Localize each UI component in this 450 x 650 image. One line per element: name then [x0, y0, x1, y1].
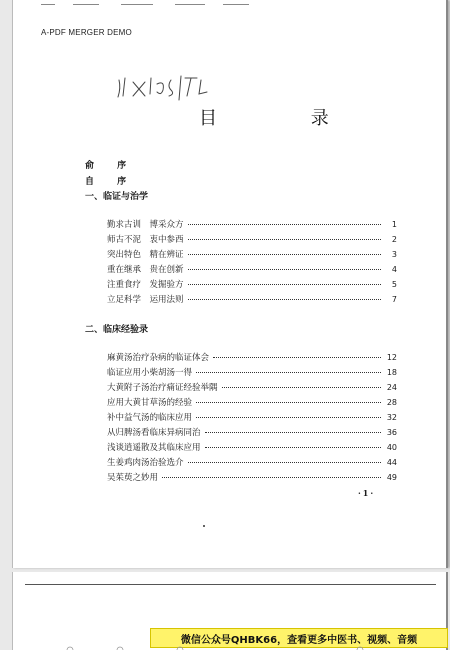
toc-entry[interactable] — [107, 351, 397, 363]
toc-entry-page: 18 — [386, 368, 397, 377]
toc-entry-label: 吴茱萸之妙用 — [107, 473, 159, 483]
toc-entry-page: 49 — [386, 473, 397, 482]
toc-entry-label: 突出特色 精在辨证 — [107, 250, 184, 260]
preface-1: 俞 序 — [85, 161, 137, 171]
dot-leader — [222, 387, 381, 388]
scan-speck — [203, 525, 205, 527]
toc-entry-page: 12 — [386, 353, 397, 362]
toc-entry[interactable] — [107, 396, 397, 408]
toc-entry[interactable] — [107, 293, 397, 305]
toc-entry-page: 36 — [386, 428, 397, 437]
handwritten-annotation — [113, 70, 213, 104]
toc-entry-label: 注重食疗 发掘验方 — [107, 280, 184, 290]
page-title: 目 录 — [199, 108, 373, 129]
toc-entry-page: 1 — [391, 220, 397, 229]
dot-leader — [188, 224, 381, 225]
toc-entry-label: 补中益气汤的临床应用 — [107, 413, 193, 423]
dot-leader — [196, 402, 381, 403]
toc-entry-label: 临证应用小柴胡汤一得 — [107, 368, 193, 378]
toc-entry[interactable] — [107, 278, 397, 290]
toc-entry-label: 大黄附子汤治疗痛证经验举隅 — [107, 383, 218, 393]
toc-entry[interactable] — [107, 441, 397, 453]
toc-entry-label: 从归脾汤看临床异病同治 — [107, 428, 201, 438]
dot-leader — [188, 284, 381, 285]
dot-leader — [188, 239, 381, 240]
dot-leader — [188, 269, 381, 270]
top-dash — [41, 4, 55, 5]
toc-entry[interactable] — [107, 248, 397, 260]
toc-entry-page: 24 — [386, 383, 397, 392]
section-heading-1: 一、临证与治学 — [85, 192, 149, 202]
top-dash — [121, 4, 153, 5]
dot-leader — [205, 432, 381, 433]
dot-leader — [213, 357, 381, 358]
top-dash — [175, 4, 205, 5]
toc-entry-label: 师古不泥 衷中参西 — [107, 235, 184, 245]
document-page — [12, 0, 448, 568]
dot-leader — [196, 372, 381, 373]
dot-leader — [188, 299, 381, 300]
toc-entry[interactable] — [107, 426, 397, 438]
preface-2: 自 序 — [85, 177, 137, 187]
toc-entry[interactable] — [107, 263, 397, 275]
dot-leader — [205, 447, 381, 448]
section-heading-2: 二、临床经验录 — [85, 325, 149, 335]
page-number: ·1· — [358, 488, 376, 498]
toc-entry[interactable] — [107, 366, 397, 378]
toc-entry-label: 立足科学 运用法则 — [107, 295, 184, 305]
toc-entry-page: 5 — [391, 280, 397, 289]
toc-entry-page: 28 — [386, 398, 397, 407]
toc-entry-label: 重在继承 贵在创新 — [107, 265, 184, 275]
toc-entry-page: 40 — [386, 443, 397, 452]
toc-entry-label: 勤求古训 博采众方 — [107, 220, 184, 230]
toc-entry[interactable] — [107, 471, 397, 483]
dot-leader — [162, 477, 381, 478]
toc-entry-page: 4 — [391, 265, 397, 274]
page-rule — [25, 584, 436, 585]
toc-entry-page: 2 — [391, 235, 397, 244]
toc-entry-label: 麻黄汤治疗杂病的临证体会 — [107, 353, 210, 363]
dot-leader — [188, 254, 381, 255]
toc-entry[interactable] — [107, 233, 397, 245]
toc-entry[interactable] — [107, 456, 397, 468]
toc-entry[interactable] — [107, 218, 397, 230]
toc-entry[interactable] — [107, 411, 397, 423]
toc-entry-page: 32 — [386, 413, 397, 422]
demo-watermark: A-PDF MERGER DEMO — [41, 28, 132, 37]
promo-banner[interactable]: 微信公众号QHBK66，查看更多中医书、视频、音频 — [150, 628, 448, 648]
top-dash — [73, 4, 99, 5]
toc-entry-label: 应用大黄甘草汤的经验 — [107, 398, 193, 408]
toc-entry-label: 生姜鸡肉汤治验选介 — [107, 458, 184, 468]
toc-entry-page: 7 — [391, 295, 397, 304]
toc-entry-page: 3 — [391, 250, 397, 259]
toc-entry-page: 44 — [386, 458, 397, 467]
dot-leader — [188, 462, 381, 463]
toc-entry-label: 浅谈逍遥散及其临床应用 — [107, 443, 201, 453]
dot-leader — [196, 417, 381, 418]
top-dash — [223, 4, 249, 5]
toc-entry[interactable] — [107, 381, 397, 393]
scroll-indicator[interactable] — [60, 646, 420, 650]
